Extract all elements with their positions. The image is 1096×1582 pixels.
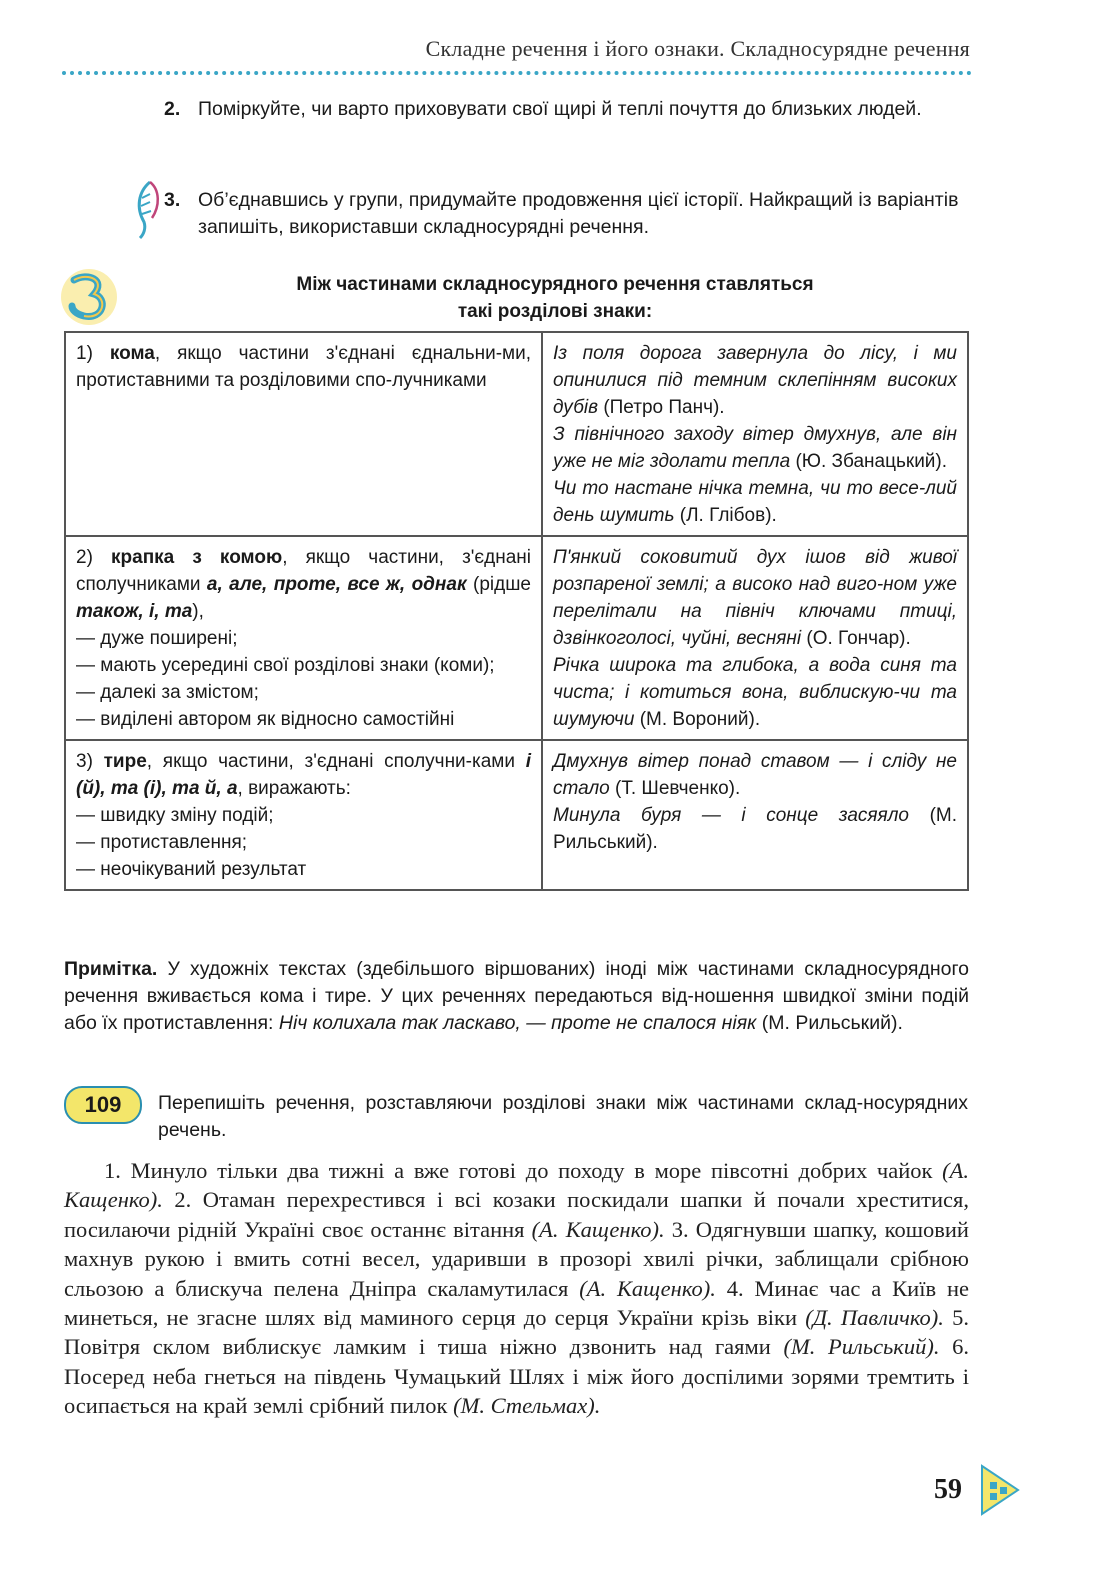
page-number: 59 [934,1474,962,1505]
exercise-instruction: Перепишіть речення, розставляючи розділові знаки між частинами склад-носурядних речень. [158,1092,968,1141]
rule-mark-name: тире [103,751,147,772]
sentence-text: 6. Посеред неба гнеться на південь Чумацький Шлях і між його доспілими зорями тремтить і осипається на край землі срібний пилок [64,1334,970,1419]
sentence-author: (Д. Павличко). [805,1305,944,1331]
sentence-text: 4. Минає час а Київ не минеться, не згасне шлях від маминого серця до серця України крізь віки [64,1275,969,1331]
rule-condition: — швидку зміну подій; [76,805,274,826]
task-number: 2. [164,98,181,120]
rule-condition: — неочікуваний результат [76,859,307,880]
example: З північного заходу вітер дмухнув, але він уже не міг здолати тепла (Ю. Збанацький). [553,424,957,472]
note-example: Ніч колихала так ласкаво, — проте не спалося ніяк [278,1012,757,1034]
punctuation-rules-table [64,331,969,891]
rule-text: , якщо частини з'єднані єднальни-ми, протиставними та розділовими спо-лучниками [76,343,531,391]
feather-icon [130,178,166,240]
sentence-author: (А. Кащенко). [579,1275,716,1301]
table-row [65,536,968,740]
example: Із поля дорога завернула до лісу, і ми опинилися під темним склепінням високих дубів (Петро Панч). [553,343,957,418]
rule-condition: — дуже поширені; [76,628,238,649]
sentence-text: 3. Одягнувши шапку, кошовий махнув рукою і вмить сотні весел, ударивши в прозорі хвилі річки, заблищали срібною сльозою а блискуча пелена Дніпра скаламутилася [64,1216,969,1301]
table-row [65,740,968,890]
sentence-text: 1. Минуло тільки два тижні а вже готові до походу в море півсотні добрих чайок [104,1158,943,1183]
rule-cell: 3) тире, якщо частини, з'єднані сполучни-ками і (й), та (і), та й, а, виражають: — швидку зміну подій; — протиставлення; — неочікуваний результат [65,740,542,890]
rule-condition: — виділені автором як відносно самостійні [76,709,455,730]
rule-mark-name: крапка з комою [111,547,283,568]
exercise-number-badge: 109 [64,1086,142,1124]
example-cell [542,740,968,890]
rule-3-badge-icon [58,266,120,328]
conjunctions: а, але, проте, все ж, однак [206,574,467,595]
rule-title-line: такі розділові знаки: [457,301,653,322]
rule-cell [65,332,542,536]
rule-number: 1) [76,343,110,364]
example: Минула буря — і сонце засяяло (М. Рильський). [553,805,958,853]
rule-condition: — мають усередині свої розділові знаки (коми); [76,655,495,676]
rule-title-line: Між частинами складносурядного речення ставляться [296,274,814,295]
exercise-sentences [64,1156,969,1421]
running-head: Складне речення і його ознаки. Складносурядне речення [425,36,970,61]
example: П'янкий соковитий дух ішов від живої розпареної землі; а високо над виго-ном уже перелітали на північ ключами птиці, дзвінкоголосі, чуйні, весняні (О. Гончар). [553,547,957,649]
sentence-text: 5. Повітря склом виблискує ламким і тиша ніжно дзвонить над гаями [64,1305,970,1360]
sentence-text: 2. Отаман перехрестився і всі козаки поскидали шапки й почали хреститися, посилаючи рідній Україні своє останнє вітання [64,1187,969,1242]
note-label: Примітка. [64,958,158,980]
example: Річка широка та глибока, а вода синя та чиста; і котиться вона, виблискую-чи та шумуючи (М. Вороний). [553,655,957,730]
rule-title [120,271,990,325]
sentence-author: (А. Кащенко). [531,1216,665,1242]
note-paragraph: Примітка. У художніх текстах (здебільшого віршованих) іноді між частинами складносурядного речення вживається кома і тире. У цих реченнях передаються від-ношення швидкої зміни подій або їх протиставлення: Ніч колихала так ласкаво, — проте не спалося ніяк (М. Рильський). [64,958,969,1034]
example: Дмухнув вітер понад ставом — і сліду не стало (Т. Шевченко). [553,751,957,799]
task-text: Об’єднавшись у групи, придумайте продовження цієї історії. Найкращий із варіантів запишіть, використавши складносурядні речення. [198,189,959,238]
sentence-author: (А. Кащенко). [64,1158,969,1213]
rule-mark-name: кома [109,343,155,364]
sentence-author: (М. Стельмах). [453,1393,601,1419]
conjunctions: і (й), та (і), та й, а [76,751,531,799]
table-row [65,332,968,536]
example-cell [542,332,968,536]
sentence-author: (М. Рильський). [783,1334,940,1360]
example-cell [542,536,968,740]
rule-condition: — далекі за змістом; [76,682,259,703]
task-text: Поміркуйте, чи варто приховувати свої щирі й теплі почуття до близьких людей. [198,98,922,120]
task-number: 3. [164,189,181,211]
example: Чи то настане нічка темна, чи то весе-лий день шумить (Л. Глібов). [553,478,957,526]
ornament-corner-icon [978,1462,1022,1518]
rule-cell: 2) крапка з комою, якщо частини, з'єднані сполучниками а, але, проте, все ж, однак (рідше також, і, та), — дуже поширені; — мають усередині свої розділові знаки (коми); — далекі за змістом; — виділені автором як відносно самостійні [65,536,542,740]
header-dotted-rule [62,71,972,75]
rule-condition: — протиставлення; [76,832,248,853]
